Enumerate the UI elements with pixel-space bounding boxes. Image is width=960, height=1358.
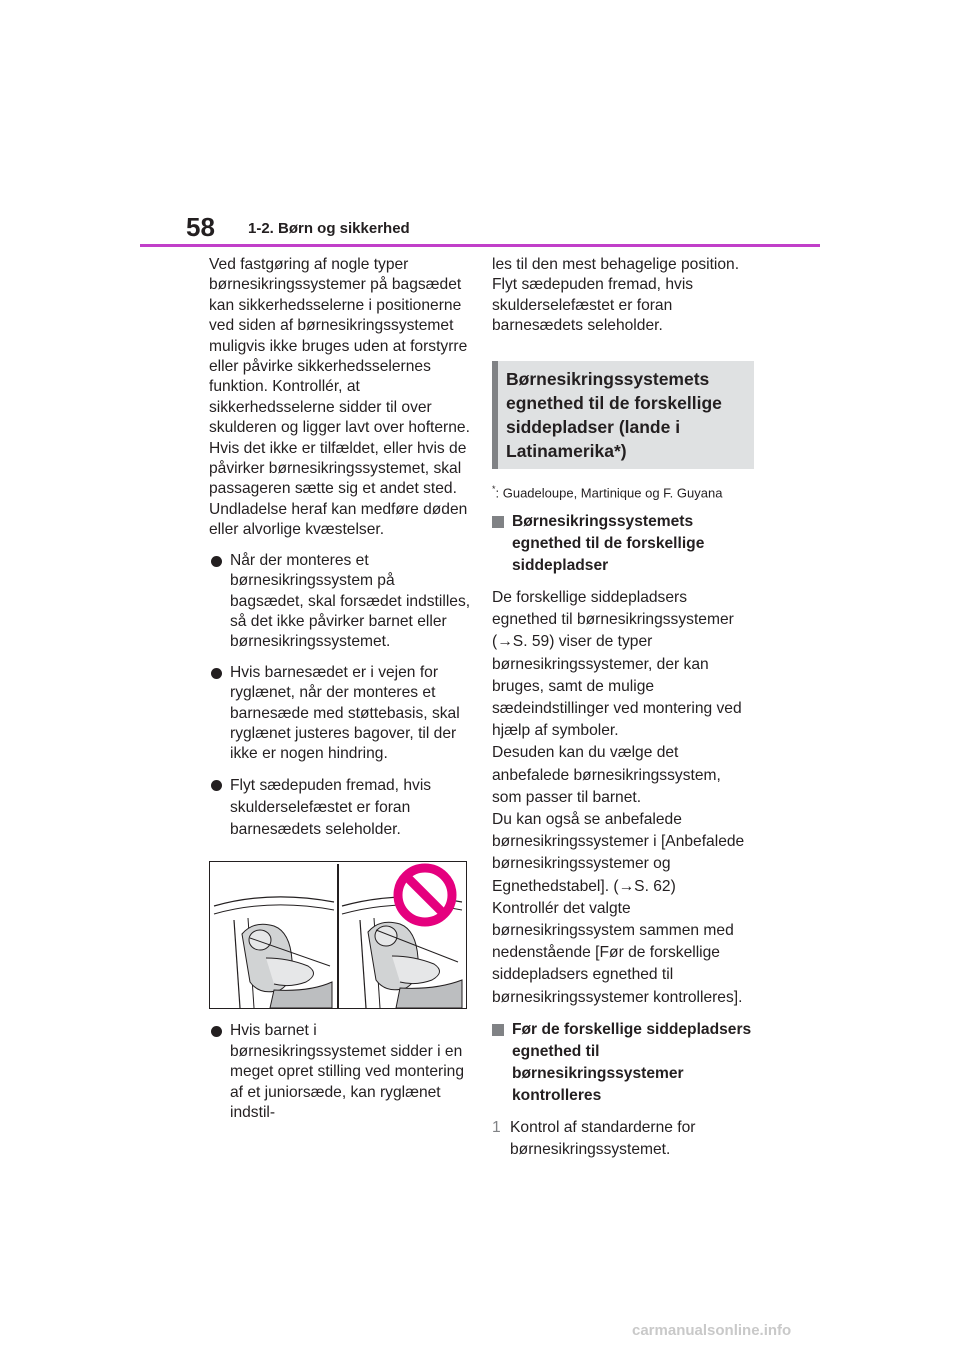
paragraph: Desuden kan du vælge det anbefalede børnesikringssystem, som passer til barnet. [492,744,721,806]
pillar-right [360,920,366,1008]
roof-line-left-2 [214,905,334,914]
bullet-text: Flyt sædepuden fremad, hvis skulderselefæstet er foran barnesædets seleholder. [230,776,432,839]
step-number: 1 [492,1118,501,1136]
bullet-text: Hvis barnesædet er i vejen for ryglænet, når der monteres et barnesæde med støttebasis, skal ryglænet justeres bagover, til der ikke er nogen hindring. [230,663,460,763]
child-head-right [375,926,397,946]
box-heading-text: Børnesikringssystemets egnethed til de forskellige siddepladser (lande i Latinamerika*) [506,368,722,461]
section-box-heading [492,361,754,469]
bullet-dot-icon [211,668,222,679]
square-bullet-icon [492,1024,504,1036]
footnote [492,481,754,501]
body-text-block [492,587,754,1009]
child-seat-illustration [209,861,467,1009]
footnote-text: : Guadeloupe, Martinique og F. Guyana [495,484,723,500]
right-column [492,255,754,1171]
bullet-dot-icon [211,780,222,791]
footnote-mark: * [492,483,496,494]
bullet-dot-icon [211,1026,222,1037]
watermark: carmanualsonline.info [632,1322,792,1339]
paragraph-seatbelt-warning: Ved fastgøring af nogle typer børnesikringssystemer på bagsædet kan sikkerhedsselerne i positionerne ved siden af børnesikringssystemet muligvis ikke bruges uden at forstyrre eller påvirke sikkerhedsselernes funktion. Kontrollér, at sikkerhedsselerne sidder til over skulderen og ligger lavt over hofterne. Hvis det ikke er tilfældet, eller hvis de påvirker børnesikringssystemet, skal passageren sætte sig et andet sted. Undladelse heraf kan medføre døden eller alvorlige kvæstelser. [209,256,470,539]
pillar-left [234,920,240,1008]
bullet-text: Når der monteres et børnesikringssystem på bagsædet, skal forsædet indstilles, så det ikke påvirker barnet eller børnesikringssystemet. [230,551,471,651]
header-rule [140,244,820,247]
bullet-text: Hvis barnet i børnesikringssystemet sidder i en meget opret stilling ved montering af et juniorsæde, kan ryglænet indstil- [230,1022,465,1121]
child-head-left [249,930,271,950]
paragraph: Kontrollér det valgte børnesikringssystem sammen med nedenstående [Før de forskellige siddepladsers egnethed til børnesikringssystemer kontrolleres]. [492,899,743,1006]
subheading [492,511,754,577]
bullet-item [209,663,471,765]
section-title: 1-2. Børn og sikkerhed [248,220,410,237]
paragraph: Du kan også se anbefalede børnesikringssystemer i [Anbefalede børnesikringssystemer og Egnethedstabel]. (→S. 62) [492,810,745,895]
subheading [492,1019,754,1107]
paragraph-continued: les til den mest behagelige position. Flyt sædepuden fremad, hvis skulderselefæstet er foran barnesædets seleholder. [492,256,740,335]
left-column [209,255,471,1133]
box-heading-bar [492,361,498,469]
square-bullet-icon [492,516,504,528]
child-seat-drawing [210,862,466,1008]
bullet-dot-icon [211,556,222,567]
subheading-text: Børnesikringssystemets egnethed til de forskellige siddepladser [512,512,705,574]
step-item [492,1117,754,1161]
bullet-item [209,775,471,842]
subheading-text: Før de forskellige siddepladsers egnethed til børnesikringssystemer kontrolleres [512,1020,752,1104]
bullet-item [209,551,471,653]
bullet-item [209,1021,471,1123]
paragraph: De forskellige siddepladsers egnethed til børnesikringssystemer (→S. 59) viser de typer børnesikringssystemer, der kan bruges, samt de mulige sædeindstillinger ved montering ved hjælp af symboler. [492,588,742,740]
step-text: Kontrol af standarderne for børnesikringssystemet. [510,1118,696,1158]
page-number: 58 [186,212,215,242]
